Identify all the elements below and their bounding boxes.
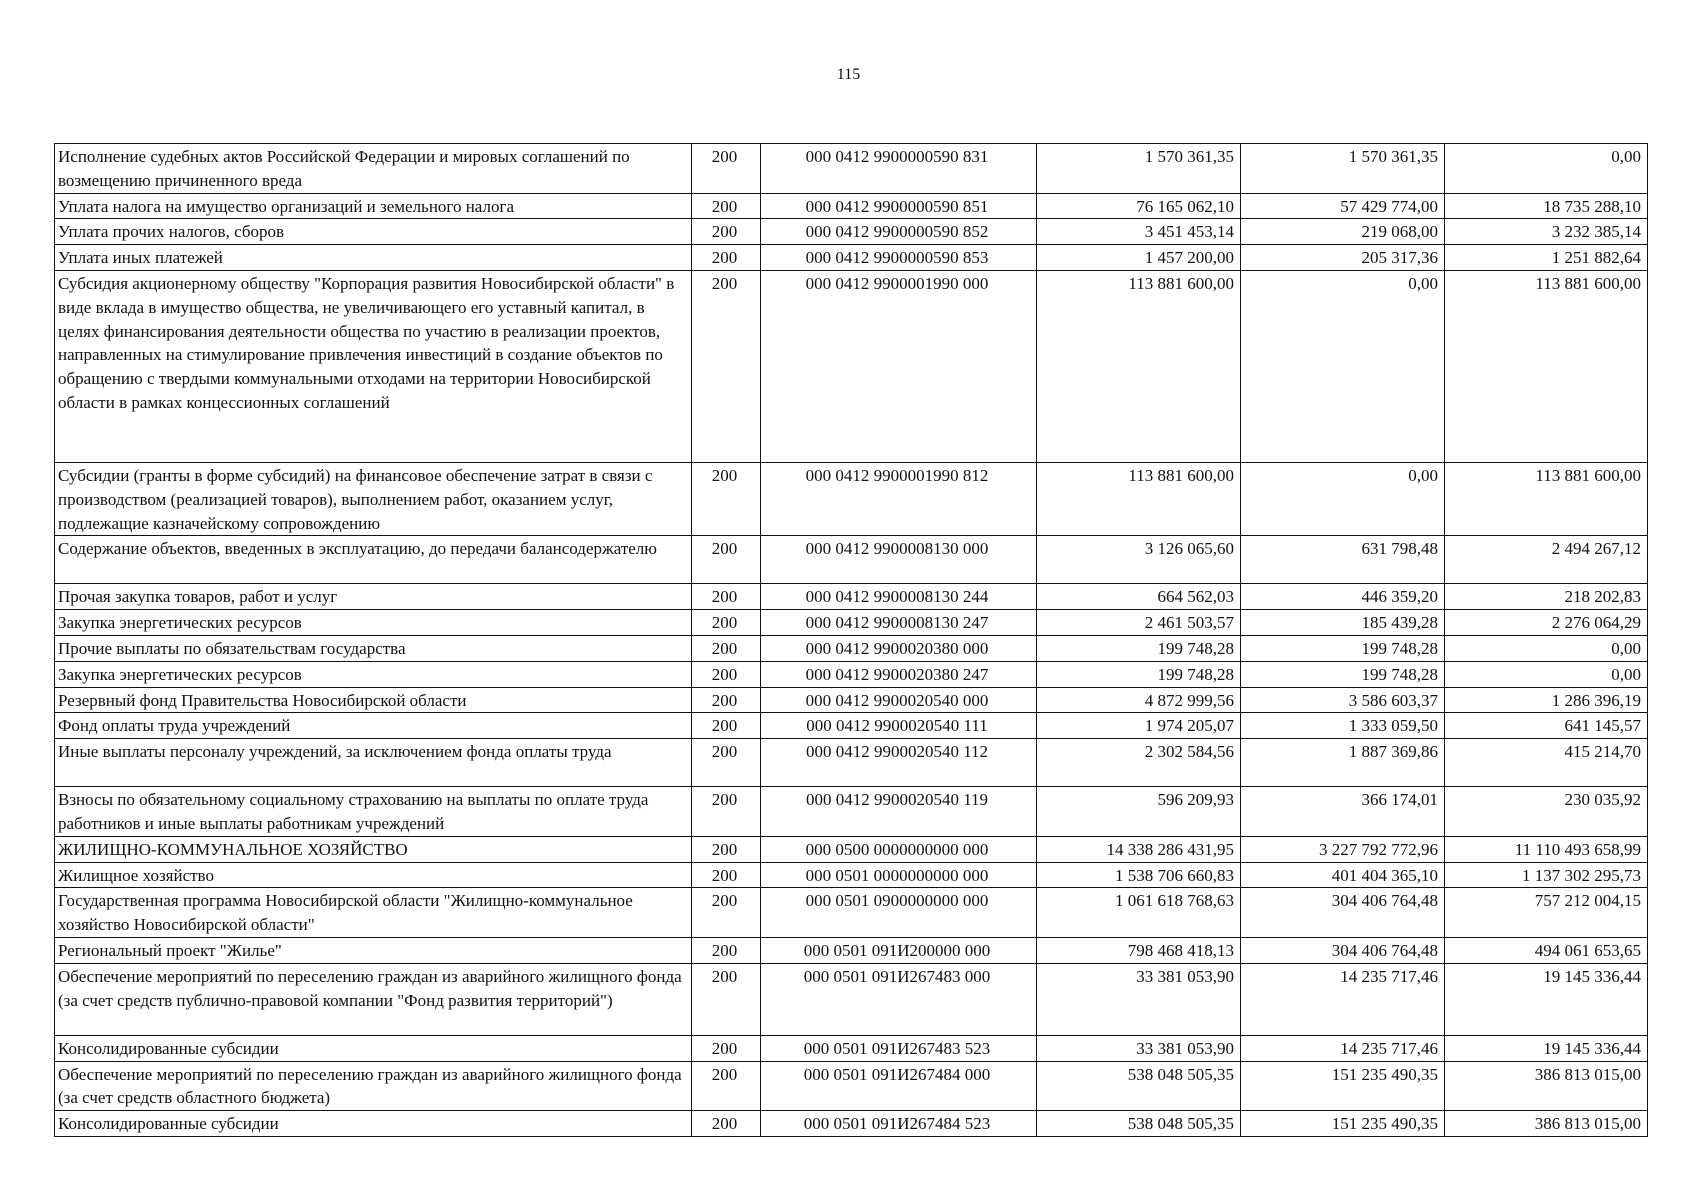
row-unexecuted-cell: 19 145 336,44 [1445,1035,1648,1061]
table-row [55,713,1648,739]
row-name-cell: Государственная программа Новосибирской области "Жилищно-коммунальное хозяйство Новосибирской области" [55,888,692,938]
row-executed-cell: 0,00 [1241,270,1445,462]
table-row [55,193,1648,219]
row-approved-cell: 1 457 200,00 [1037,245,1241,271]
table-row [55,219,1648,245]
row-code-cell: 200 [692,862,761,888]
table-row [55,1035,1648,1061]
row-approved-cell: 1 570 361,35 [1037,144,1241,194]
row-approved-cell: 664 562,03 [1037,584,1241,610]
row-unexecuted-cell: 2 494 267,12 [1445,536,1648,584]
row-unexecuted-cell: 494 061 653,65 [1445,937,1648,963]
table-body [55,144,1648,1137]
row-name-cell: Содержание объектов, введенных в эксплуатацию, до передачи балансодержателю [55,536,692,584]
row-classification-cell: 000 0412 9900001990 000 [761,270,1037,462]
row-executed-cell: 185 439,28 [1241,610,1445,636]
row-name-cell: Жилищное хозяйство [55,862,692,888]
row-approved-cell: 113 881 600,00 [1037,462,1241,535]
row-unexecuted-cell: 0,00 [1445,144,1648,194]
row-code-cell: 200 [692,270,761,462]
row-approved-cell: 538 048 505,35 [1037,1061,1241,1111]
row-unexecuted-cell: 641 145,57 [1445,713,1648,739]
row-executed-cell: 151 235 490,35 [1241,1061,1445,1111]
page-number: 115 [836,66,861,83]
table-row [55,937,1648,963]
row-classification-cell: 000 0412 9900000590 851 [761,193,1037,219]
row-classification-cell: 000 0412 9900020540 112 [761,739,1037,787]
row-unexecuted-cell: 11 110 493 658,99 [1445,836,1648,862]
row-unexecuted-cell: 2 276 064,29 [1445,610,1648,636]
row-unexecuted-cell: 3 232 385,14 [1445,219,1648,245]
table-row [55,635,1648,661]
row-approved-cell: 113 881 600,00 [1037,270,1241,462]
row-classification-cell: 000 0500 0000000000 000 [761,836,1037,862]
row-classification-cell: 000 0501 091И267483 523 [761,1035,1037,1061]
row-executed-cell: 14 235 717,46 [1241,1035,1445,1061]
row-code-cell: 200 [692,144,761,194]
row-unexecuted-cell: 757 212 004,15 [1445,888,1648,938]
row-approved-cell: 538 048 505,35 [1037,1111,1241,1137]
row-name-cell: Уплата налога на имущество организаций и земельного налога [55,193,692,219]
row-classification-cell: 000 0501 091И267483 000 [761,963,1037,1035]
table-row [55,610,1648,636]
row-approved-cell: 199 748,28 [1037,635,1241,661]
table-row [55,862,1648,888]
row-code-cell: 200 [692,193,761,219]
row-approved-cell: 798 468 418,13 [1037,937,1241,963]
row-executed-cell: 304 406 764,48 [1241,937,1445,963]
row-approved-cell: 1 061 618 768,63 [1037,888,1241,938]
row-unexecuted-cell: 1 251 882,64 [1445,245,1648,271]
row-approved-cell: 2 461 503,57 [1037,610,1241,636]
row-approved-cell: 14 338 286 431,95 [1037,836,1241,862]
row-code-cell: 200 [692,687,761,713]
row-unexecuted-cell: 113 881 600,00 [1445,462,1648,535]
row-executed-cell: 3 586 603,37 [1241,687,1445,713]
row-classification-cell: 000 0412 9900000590 852 [761,219,1037,245]
row-executed-cell: 366 174,01 [1241,787,1445,837]
row-name-cell: Прочая закупка товаров, работ и услуг [55,584,692,610]
row-code-cell: 200 [692,963,761,1035]
row-executed-cell: 3 227 792 772,96 [1241,836,1445,862]
row-name-cell: Прочие выплаты по обязательствам государства [55,635,692,661]
row-name-cell: ЖИЛИЩНО-КОММУНАЛЬНОЕ ХОЗЯЙСТВО [55,836,692,862]
row-code-cell: 200 [692,1035,761,1061]
row-executed-cell: 1 333 059,50 [1241,713,1445,739]
row-name-cell: Закупка энергетических ресурсов [55,661,692,687]
row-name-cell: Субсидия акционерному обществу "Корпорация развития Новосибирской области" в виде вклада в имущество общества, не увеличивающего его уставный капитал, в целях финансирования деятельности общества по участию в реализации проектов, направленных на стимулирование привлечения инвестиций в создание объектов по обращению с твердыми коммунальными отходами на территории Новосибирской области в рамках концессионных соглашений [55,270,692,462]
row-code-cell: 200 [692,462,761,535]
row-unexecuted-cell: 230 035,92 [1445,787,1648,837]
row-classification-cell: 000 0412 9900020380 247 [761,661,1037,687]
row-name-cell: Обеспечение мероприятий по переселению граждан из аварийного жилищного фонда (за счет средств областного бюджета) [55,1061,692,1111]
row-code-cell: 200 [692,635,761,661]
row-classification-cell: 000 0412 9900020540 000 [761,687,1037,713]
row-classification-cell: 000 0412 9900020540 111 [761,713,1037,739]
row-name-cell: Исполнение судебных актов Российской Федерации и мировых соглашений по возмещению причиненного вреда [55,144,692,194]
row-code-cell: 200 [692,536,761,584]
row-approved-cell: 1 538 706 660,83 [1037,862,1241,888]
row-name-cell: Уплата иных платежей [55,245,692,271]
row-unexecuted-cell: 0,00 [1445,635,1648,661]
row-classification-cell: 000 0412 9900000590 831 [761,144,1037,194]
row-executed-cell: 14 235 717,46 [1241,963,1445,1035]
row-code-cell: 200 [692,787,761,837]
row-approved-cell: 596 209,93 [1037,787,1241,837]
row-code-cell: 200 [692,1111,761,1137]
row-unexecuted-cell: 19 145 336,44 [1445,963,1648,1035]
row-name-cell: Уплата прочих налогов, сборов [55,219,692,245]
table-row [55,836,1648,862]
row-executed-cell: 0,00 [1241,462,1445,535]
row-name-cell: Консолидированные субсидии [55,1111,692,1137]
row-executed-cell: 631 798,48 [1241,536,1445,584]
table-row [55,787,1648,837]
table-row [55,462,1648,535]
row-code-cell: 200 [692,713,761,739]
row-unexecuted-cell: 18 735 288,10 [1445,193,1648,219]
table-row [55,739,1648,787]
row-executed-cell: 446 359,20 [1241,584,1445,610]
row-classification-cell: 000 0501 091И200000 000 [761,937,1037,963]
row-approved-cell: 1 974 205,07 [1037,713,1241,739]
row-approved-cell: 4 872 999,56 [1037,687,1241,713]
row-name-cell: Взносы по обязательному социальному страхованию на выплаты по оплате труда работников и иные выплаты работникам учреждений [55,787,692,837]
row-classification-cell: 000 0412 9900008130 000 [761,536,1037,584]
row-approved-cell: 33 381 053,90 [1037,1035,1241,1061]
row-executed-cell: 1 887 369,86 [1241,739,1445,787]
row-code-cell: 200 [692,937,761,963]
table-row [55,245,1648,271]
row-classification-cell: 000 0501 0000000000 000 [761,862,1037,888]
row-unexecuted-cell: 386 813 015,00 [1445,1111,1648,1137]
row-unexecuted-cell: 1 137 302 295,73 [1445,862,1648,888]
row-approved-cell: 3 126 065,60 [1037,536,1241,584]
row-code-cell: 200 [692,584,761,610]
row-executed-cell: 219 068,00 [1241,219,1445,245]
row-name-cell: Субсидии (гранты в форме субсидий) на финансовое обеспечение затрат в связи с производством (реализацией товаров), выполнением работ, оказанием услуг, подлежащие казначейскому сопровождению [55,462,692,535]
row-name-cell: Фонд оплаты труда учреждений [55,713,692,739]
row-approved-cell: 3 451 453,14 [1037,219,1241,245]
row-code-cell: 200 [692,219,761,245]
row-executed-cell: 151 235 490,35 [1241,1111,1445,1137]
row-classification-cell: 000 0501 091И267484 000 [761,1061,1037,1111]
row-code-cell: 200 [692,1061,761,1111]
row-classification-cell: 000 0412 9900020540 119 [761,787,1037,837]
row-executed-cell: 199 748,28 [1241,661,1445,687]
row-code-cell: 200 [692,245,761,271]
row-name-cell: Иные выплаты персоналу учреждений, за исключением фонда оплаты труда [55,739,692,787]
row-classification-cell: 000 0412 9900008130 247 [761,610,1037,636]
row-name-cell: Обеспечение мероприятий по переселению граждан из аварийного жилищного фонда (за счет средств публично-правовой компании "Фонд развития территорий") [55,963,692,1035]
row-executed-cell: 57 429 774,00 [1241,193,1445,219]
row-code-cell: 200 [692,610,761,636]
row-unexecuted-cell: 1 286 396,19 [1445,687,1648,713]
row-unexecuted-cell: 113 881 600,00 [1445,270,1648,462]
row-classification-cell: 000 0501 0900000000 000 [761,888,1037,938]
budget-execution-table [54,143,1648,1137]
row-code-cell: 200 [692,836,761,862]
table-row [55,963,1648,1035]
table-row [55,1061,1648,1111]
row-executed-cell: 199 748,28 [1241,635,1445,661]
row-name-cell: Закупка энергетических ресурсов [55,610,692,636]
table-row [55,270,1648,462]
row-unexecuted-cell: 386 813 015,00 [1445,1061,1648,1111]
row-approved-cell: 76 165 062,10 [1037,193,1241,219]
row-classification-cell: 000 0412 9900020380 000 [761,635,1037,661]
row-name-cell: Резервный фонд Правительства Новосибирской области [55,687,692,713]
row-name-cell: Консолидированные субсидии [55,1035,692,1061]
row-classification-cell: 000 0412 9900000590 853 [761,245,1037,271]
row-executed-cell: 1 570 361,35 [1241,144,1445,194]
row-classification-cell: 000 0412 9900008130 244 [761,584,1037,610]
row-executed-cell: 304 406 764,48 [1241,888,1445,938]
row-unexecuted-cell: 218 202,83 [1445,584,1648,610]
row-approved-cell: 199 748,28 [1037,661,1241,687]
row-name-cell: Региональный проект "Жилье" [55,937,692,963]
row-executed-cell: 401 404 365,10 [1241,862,1445,888]
table-row [55,661,1648,687]
row-unexecuted-cell: 415 214,70 [1445,739,1648,787]
row-approved-cell: 33 381 053,90 [1037,963,1241,1035]
row-code-cell: 200 [692,739,761,787]
row-classification-cell: 000 0412 9900001990 812 [761,462,1037,535]
row-code-cell: 200 [692,661,761,687]
row-approved-cell: 2 302 584,56 [1037,739,1241,787]
table-row [55,888,1648,938]
table-row [55,584,1648,610]
table-row [55,144,1648,194]
table-row [55,1111,1648,1137]
table-row [55,687,1648,713]
row-classification-cell: 000 0501 091И267484 523 [761,1111,1037,1137]
row-unexecuted-cell: 0,00 [1445,661,1648,687]
row-code-cell: 200 [692,888,761,938]
table-row [55,536,1648,584]
row-executed-cell: 205 317,36 [1241,245,1445,271]
